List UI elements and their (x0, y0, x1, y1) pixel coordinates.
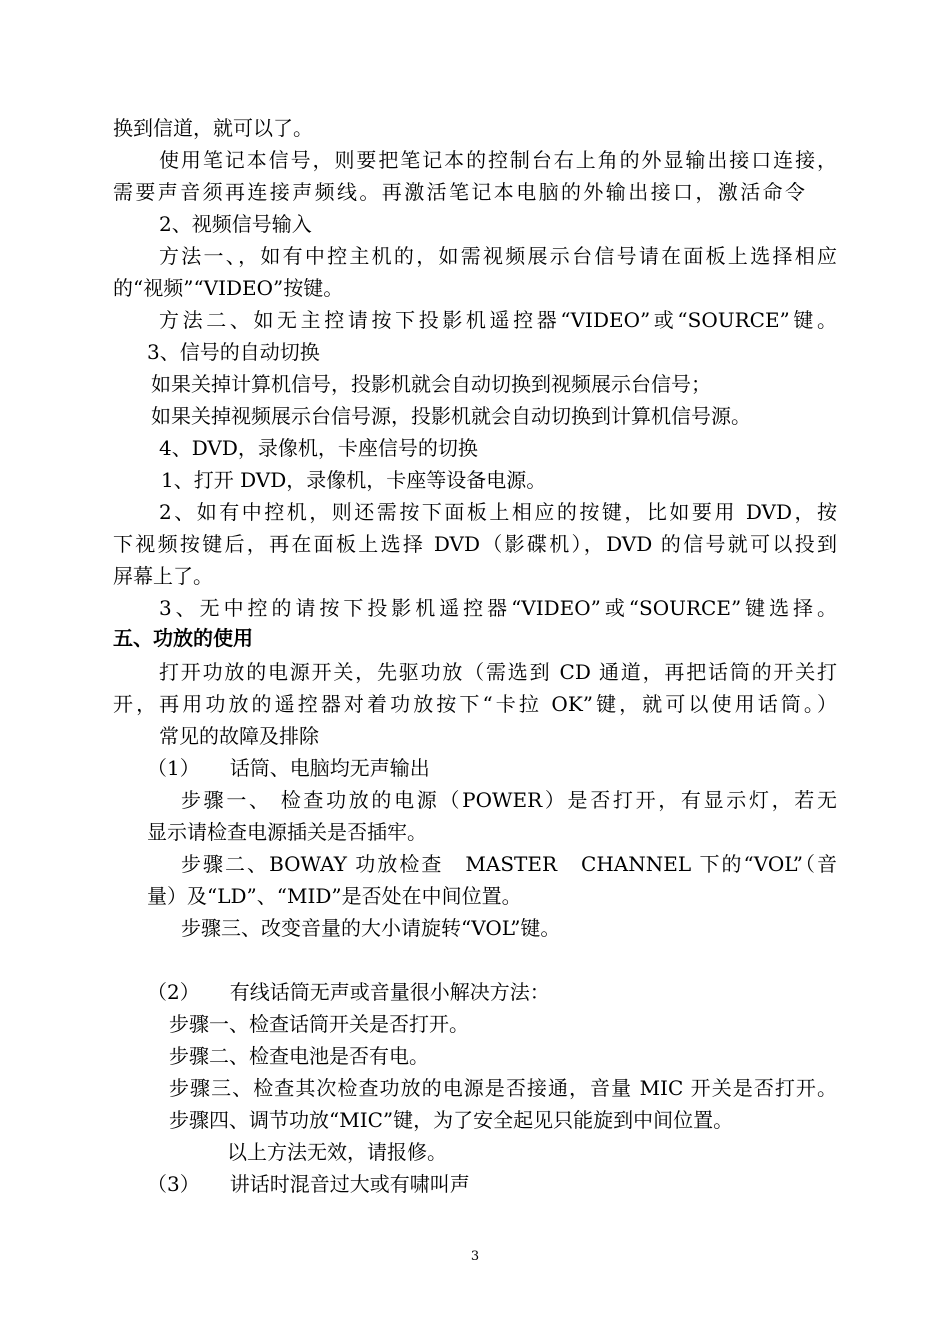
text-line: 1、打开 DVD，录像机，卡座等设备电源。 (161, 468, 547, 492)
section-heading: 五、功放的使用 (113, 626, 253, 650)
text-line: （2） 有线话筒无声或音量很小解决方法： (147, 980, 550, 1004)
text-line: 步骤三、改变音量的大小请旋转“VOL”键。 (181, 916, 561, 940)
text-line: 步骤二、BOWAY 功放检查 MASTER CHANNEL 下的“VOL”（音 (181, 852, 837, 876)
text-line: 屏幕上了。 (113, 564, 213, 588)
text-line: 步骤一、 检查功放的电源（POWER）是否打开，有显示灯，若无 (181, 788, 837, 812)
text-line: 打开功放的电源开关，先驱功放（需选到 CD 通道，再把话筒的开关打 (159, 660, 837, 684)
text-line: 以上方法无效，请报修。 (227, 1140, 447, 1164)
text-line: 常见的故障及排除 (159, 724, 319, 748)
text-line: 3、信号的自动切换 (147, 340, 320, 364)
text-line: （3） 讲话时混音过大或有啸叫声 (147, 1172, 470, 1196)
text-line: 步骤二、检查电池是否有电。 (169, 1044, 429, 1068)
text-line: 下视频按键后，再在面板上选择 DVD（影碟机），DVD 的信号就可以投到 (113, 532, 837, 556)
page-number: 3 (470, 1249, 480, 1264)
text-line: 如果关掉视频展示台信号源，投影机就会自动切换到计算机信号源。 (151, 404, 751, 428)
text-line: 开，再用功放的遥控器对着功放按下“卡拉 OK”键，就可以使用话筒。） (113, 692, 837, 716)
text-line: 需要声音须再连接声频线。再激活笔记本电脑的外输出接口，激活命令 (113, 180, 805, 204)
text-line: 显示请检查电源插关是否插牢。 (147, 820, 427, 844)
text-line: 4、DVD，录像机，卡座信号的切换 (159, 436, 478, 460)
text-line: 2、如有中控机，则还需按下面板上相应的按键，比如要用 DVD，按 (159, 500, 837, 524)
text-line: 3、无中控的请按下投影机遥控器“VIDEO”或“SOURCE”键选择。 (159, 596, 837, 620)
text-line: 2、视频信号输入 (159, 212, 312, 236)
text-line: 量）及“LD”、“MID”是否处在中间位置。 (147, 884, 522, 908)
text-line: 方法二、如无主控请按下投影机遥控器“VIDEO”或“SOURCE”键。 (159, 308, 837, 332)
text-line: 如果关掉计算机信号，投影机就会自动切换到视频展示台信号； (151, 372, 711, 396)
text-line: 步骤四、调节功放“MIC”键，为了安全起见只能旋到中间位置。 (169, 1108, 734, 1132)
text-line: 步骤一、检查话筒开关是否打开。 (169, 1012, 469, 1036)
text-line: 步骤三、检查其次检查功放的电源是否接通，音量 MIC 开关是否打开。 (169, 1076, 837, 1100)
text-line: 方法一、，如有中控主机的，如需视频展示台信号请在面板上选择相应 (159, 244, 837, 268)
text-line: （1） 话筒、电脑均无声输出 (147, 756, 430, 780)
text-line: 换到信道，就可以了。 (113, 116, 313, 140)
text-line: 的“视频”“VIDEO”按键。 (113, 276, 344, 300)
text-line: 使用笔记本信号，则要把笔记本的控制台右上角的外显输出接口连接， (159, 148, 837, 172)
